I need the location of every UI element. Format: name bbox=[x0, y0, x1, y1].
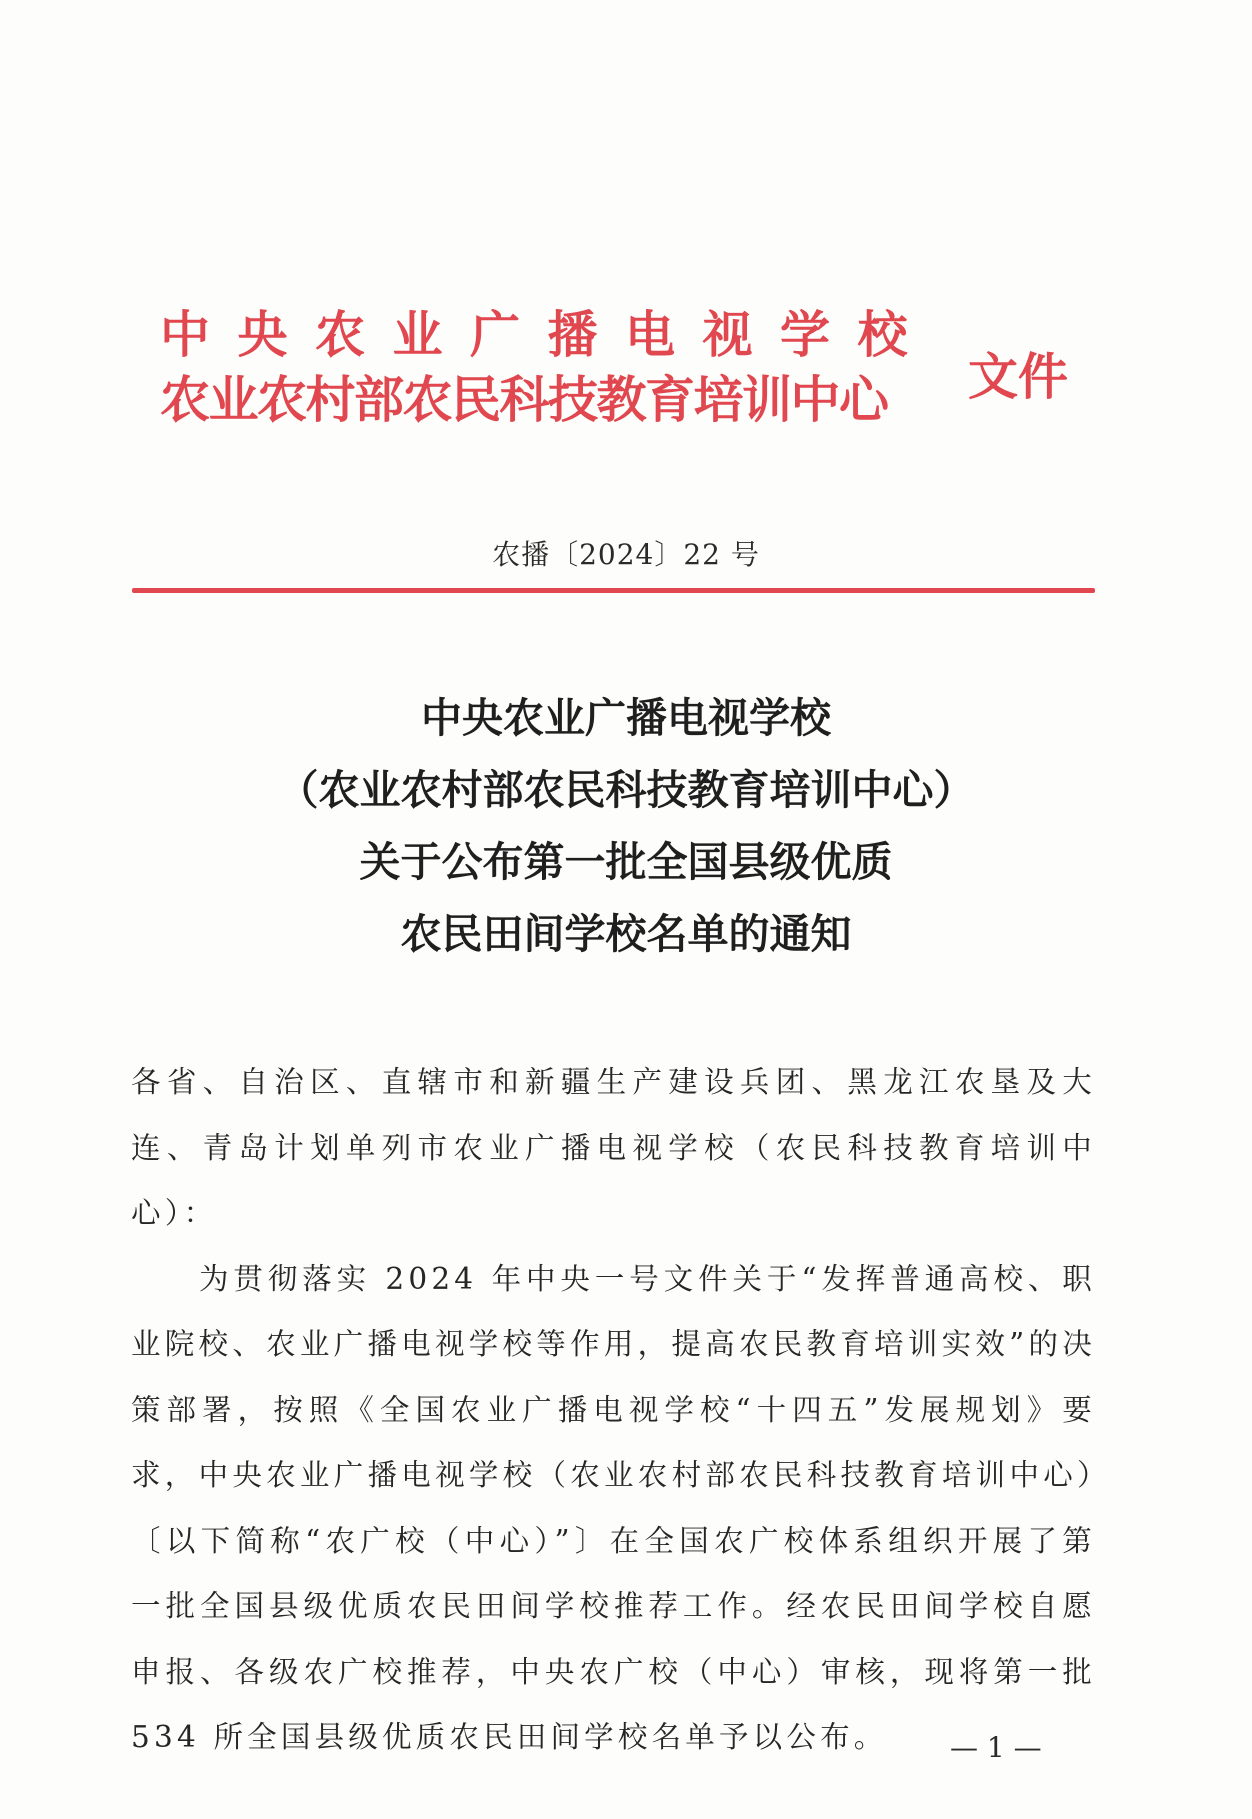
document-number: 农播〔2024〕22 号 bbox=[492, 538, 760, 571]
title-line-4: 农民田间学校名单的通知 bbox=[400, 910, 852, 958]
header-issuer-1: 中央农业广播电视学校 bbox=[160, 306, 935, 364]
document-body bbox=[131, 1050, 1096, 1771]
red-divider-line bbox=[132, 588, 1095, 593]
header-issuer-2: 农业农村部农民科技教育培训中心 bbox=[160, 371, 888, 429]
page-number: — 1 — bbox=[950, 1731, 1042, 1764]
addressee-paragraph: 各省、自治区、直辖市和新疆生产建设兵团、黑龙江农垦及大连、青岛计划单列市农业广播电视学校（农民科技教育培训中心）： bbox=[131, 1065, 1096, 1230]
title-line-2: （农业农村部农民科技教育培训中心） bbox=[277, 766, 975, 814]
document-title bbox=[0, 682, 1252, 970]
title-line-3: 关于公布第一批全国县级优质 bbox=[359, 838, 893, 886]
title-line-1: 中央农业广播电视学校 bbox=[421, 694, 831, 742]
body-paragraph-1: 为贯彻落实 2024 年中央一号文件关于“发挥普通高校、职业院校、农业广播电视学校等作用，提高农民教育培训实效”的决策部署，按照《全国农业广播电视学校“十四五”发展规划》要求，中央农业广播电视学校（农业农村部农民科技教育培训中心）〔以下简称“农广校（中心）”〕在全国农广校体系组织开展了第一批全国县级优质农民田间学校推荐工作。经农民田间学校自愿申报、各级农广校推荐，中央农广校（中心）审核，现将第一批 534 所全国县级优质农民田间学校名单予以公布。 bbox=[131, 1261, 1096, 1754]
header-suffix: 文件 bbox=[968, 348, 1068, 406]
document-header bbox=[160, 305, 1080, 445]
